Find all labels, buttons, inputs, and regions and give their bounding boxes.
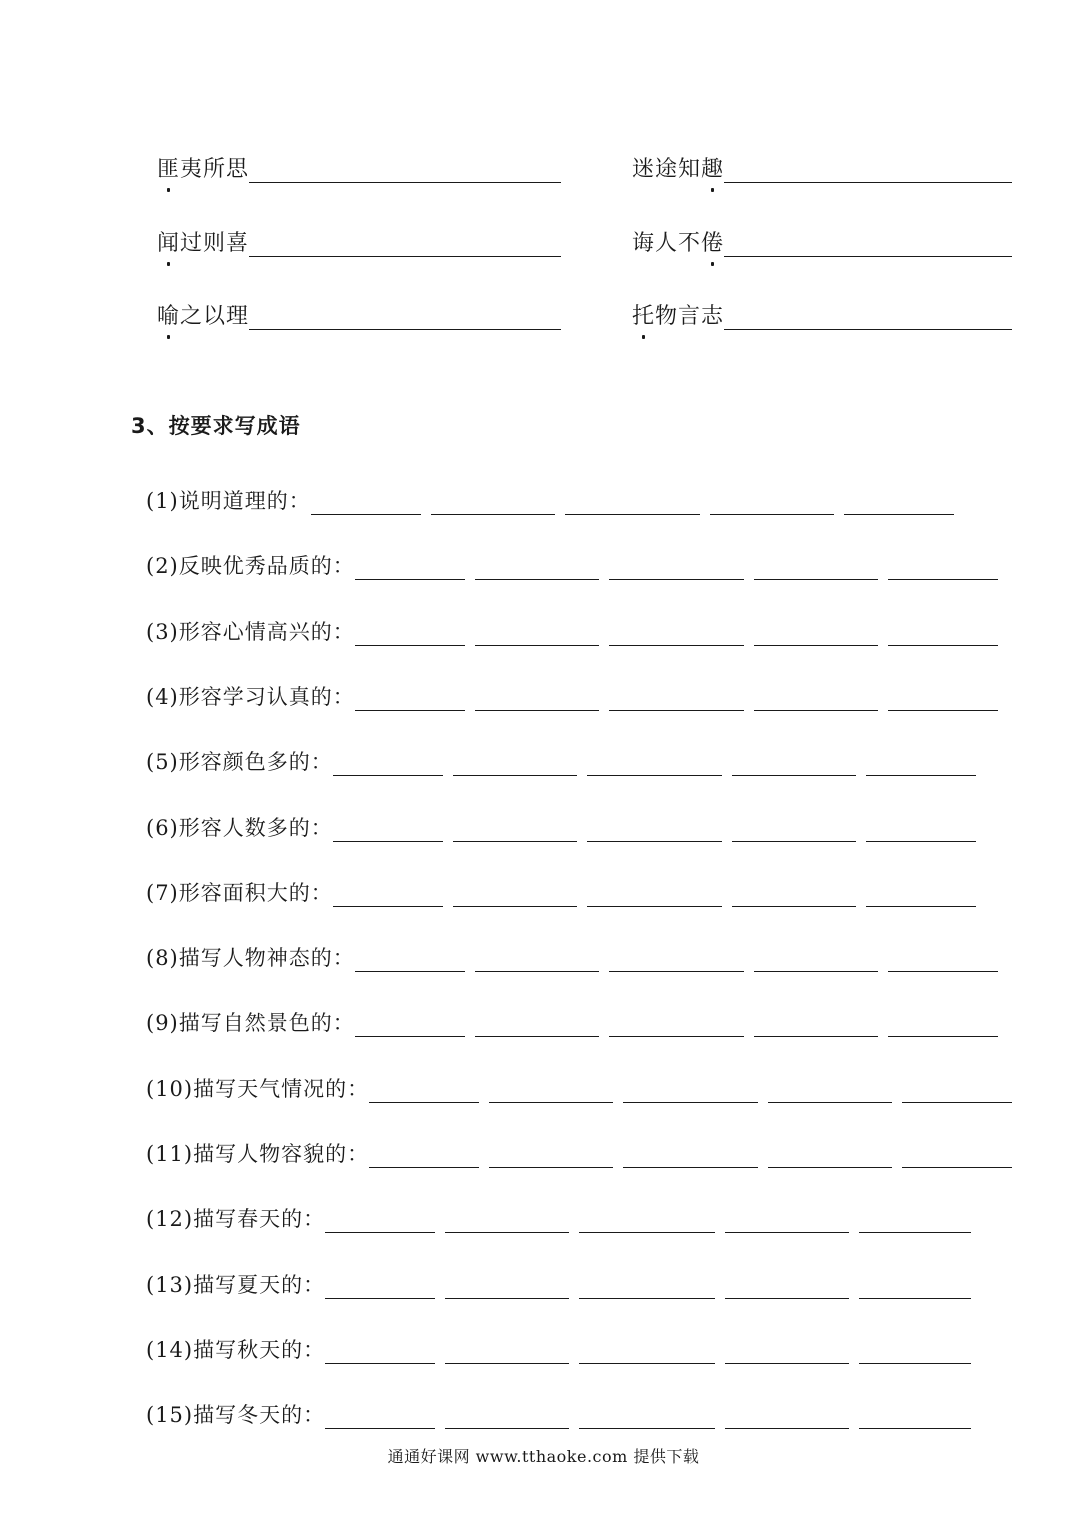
question-row	[146, 1389, 1046, 1429]
answer-blank[interactable]	[724, 238, 1012, 257]
answer-blank[interactable]	[754, 1018, 878, 1037]
answer-blank[interactable]	[902, 1084, 1012, 1103]
idiom-char: 诲	[632, 231, 656, 256]
idiom-char: 过	[180, 231, 204, 256]
emphasis-dot-char: 托	[632, 299, 655, 330]
answer-blanks	[325, 1345, 971, 1364]
answer-blank[interactable]	[725, 1345, 849, 1364]
answer-blank[interactable]	[866, 823, 976, 842]
answer-blank[interactable]	[333, 888, 443, 907]
answer-blank[interactable]	[609, 561, 744, 580]
answer-blank[interactable]	[623, 1084, 758, 1103]
question-row	[146, 1259, 1046, 1299]
answer-blank[interactable]	[475, 953, 599, 972]
section-3-title: 3、按要求写成语	[131, 414, 301, 438]
emphasis-dot-char: 闻	[157, 226, 180, 257]
answer-blank[interactable]	[453, 823, 577, 842]
answer-blank[interactable]	[888, 1018, 998, 1037]
answer-blank[interactable]	[888, 627, 998, 646]
question-label: (11)描写人物容貌的：	[146, 1142, 370, 1166]
idiom-item	[157, 226, 561, 257]
answer-blank[interactable]	[732, 823, 856, 842]
answer-blank[interactable]	[453, 888, 577, 907]
answer-blanks	[333, 823, 976, 842]
answer-blank[interactable]	[866, 757, 976, 776]
idiom-text	[157, 299, 249, 330]
answer-blank[interactable]	[732, 757, 856, 776]
answer-blank[interactable]	[445, 1214, 569, 1233]
idiom-char: 之	[180, 304, 204, 329]
answer-blanks	[325, 1214, 971, 1233]
answer-blank[interactable]	[623, 1149, 758, 1168]
answer-blank[interactable]	[768, 1149, 892, 1168]
idiom-char: 途	[655, 157, 679, 182]
answer-blank[interactable]	[609, 1018, 744, 1037]
question-row	[146, 802, 1046, 842]
answer-blank[interactable]	[754, 953, 878, 972]
answer-blank[interactable]	[609, 692, 744, 711]
answer-blanks	[355, 1018, 998, 1037]
idiom-char: 以	[203, 304, 227, 329]
answer-blank[interactable]	[579, 1214, 715, 1233]
answer-blank[interactable]	[249, 311, 561, 330]
question-label: (1)说明道理的：	[146, 489, 311, 513]
answer-blank[interactable]	[565, 496, 700, 515]
question-label: (3)形容心情高兴的：	[146, 620, 355, 644]
answer-blank[interactable]	[475, 627, 599, 646]
answer-blank[interactable]	[355, 953, 465, 972]
question-row	[146, 1324, 1046, 1364]
answer-blank[interactable]	[445, 1410, 569, 1429]
answer-blank[interactable]	[724, 164, 1012, 183]
answer-blank[interactable]	[844, 496, 954, 515]
question-label: (9)描写自然景色的：	[146, 1011, 355, 1035]
answer-blanks	[325, 1410, 971, 1429]
question-row	[146, 606, 1046, 646]
answer-blank[interactable]	[754, 561, 878, 580]
answer-blank[interactable]	[587, 823, 722, 842]
idiom-row	[0, 299, 1087, 339]
answer-blank[interactable]	[609, 627, 744, 646]
answer-blank[interactable]	[325, 1345, 435, 1364]
idiom-char: 迷	[632, 157, 656, 182]
answer-blanks	[355, 561, 998, 580]
question-label: (10)描写天气情况的：	[146, 1077, 370, 1101]
idiom-char: 所	[203, 157, 227, 182]
answer-blank[interactable]	[369, 1149, 479, 1168]
idiom-char: 人	[655, 231, 679, 256]
answer-blank[interactable]	[725, 1214, 849, 1233]
answer-blank[interactable]	[768, 1084, 892, 1103]
answer-blank[interactable]	[725, 1410, 849, 1429]
idiom-char: 知	[678, 157, 702, 182]
answer-blank[interactable]	[859, 1345, 971, 1364]
answer-blank[interactable]	[754, 627, 878, 646]
emphasis-dot-char: 喻	[157, 299, 180, 330]
answer-blank[interactable]	[333, 757, 443, 776]
idiom-text	[632, 299, 724, 330]
answer-blank[interactable]	[249, 238, 561, 257]
answer-blank[interactable]	[333, 823, 443, 842]
answer-blank[interactable]	[902, 1149, 1012, 1168]
answer-blank[interactable]	[325, 1410, 435, 1429]
idiom-char: 喜	[226, 231, 250, 256]
idiom-row	[0, 226, 1087, 266]
answer-blank[interactable]	[754, 692, 878, 711]
question-label: (15)描写冬天的：	[146, 1403, 326, 1427]
answer-blanks	[369, 1149, 1012, 1168]
question-label: (5)形容颜色多的：	[146, 750, 333, 774]
answer-blank[interactable]	[724, 311, 1012, 330]
question-row	[146, 867, 1046, 907]
idiom-text	[157, 152, 249, 183]
answer-blanks	[311, 496, 954, 515]
idiom-char: 夷	[180, 157, 204, 182]
answer-blank[interactable]	[888, 953, 998, 972]
idiom-char: 志	[701, 304, 725, 329]
answer-blank[interactable]	[888, 692, 998, 711]
answer-blank[interactable]	[475, 561, 599, 580]
answer-blank[interactable]	[325, 1280, 435, 1299]
question-row	[146, 997, 1046, 1037]
question-label: (13)描写夏天的：	[146, 1273, 326, 1297]
answer-blanks	[355, 692, 998, 711]
emphasis-dot-char: 倦	[701, 226, 724, 257]
question-label: (6)形容人数多的：	[146, 816, 333, 840]
question-row	[146, 1063, 1046, 1103]
answer-blank[interactable]	[369, 1084, 479, 1103]
answer-blank[interactable]	[355, 692, 465, 711]
answer-blank[interactable]	[445, 1345, 569, 1364]
answer-blank[interactable]	[355, 561, 465, 580]
answer-blank[interactable]	[579, 1410, 715, 1429]
question-row	[146, 736, 1046, 776]
idiom-item	[157, 299, 561, 330]
answer-blank[interactable]	[579, 1345, 715, 1364]
idiom-char: 则	[203, 231, 227, 256]
answer-blank[interactable]	[579, 1280, 715, 1299]
answer-blank[interactable]	[732, 888, 856, 907]
emphasis-dot-char: 匪	[157, 152, 180, 183]
answer-blank[interactable]	[475, 692, 599, 711]
answer-blank[interactable]	[311, 496, 421, 515]
answer-blank[interactable]	[710, 496, 834, 515]
answer-blanks	[333, 888, 976, 907]
question-label: (14)描写秋天的：	[146, 1338, 326, 1362]
question-row	[146, 1193, 1046, 1233]
answer-blank[interactable]	[431, 496, 555, 515]
answer-blank[interactable]	[355, 627, 465, 646]
answer-blank[interactable]	[249, 164, 561, 183]
answer-blank[interactable]	[489, 1084, 613, 1103]
idiom-item	[632, 226, 1012, 257]
idiom-text	[157, 226, 249, 257]
question-row	[146, 475, 1046, 515]
answer-blank[interactable]	[475, 1018, 599, 1037]
question-label: (7)形容面积大的：	[146, 881, 333, 905]
footer-text: 通通好课网 www.tthaoke.com 提供下载	[387, 1447, 700, 1466]
idiom-char: 思	[226, 157, 250, 182]
answer-blank[interactable]	[725, 1280, 849, 1299]
idiom-item	[157, 152, 561, 183]
idiom-char: 理	[226, 304, 250, 329]
idiom-char: 物	[655, 304, 679, 329]
answer-blanks	[355, 953, 998, 972]
question-label: (12)描写春天的：	[146, 1207, 326, 1231]
answer-blank[interactable]	[888, 561, 998, 580]
question-row	[146, 1128, 1046, 1168]
idiom-char: 言	[678, 304, 702, 329]
idiom-item	[632, 299, 1012, 330]
idiom-text	[632, 152, 724, 183]
idiom-row	[0, 152, 1087, 192]
answer-blank[interactable]	[587, 757, 722, 776]
answer-blank[interactable]	[453, 757, 577, 776]
answer-blank[interactable]	[489, 1149, 613, 1168]
answer-blanks	[333, 757, 976, 776]
answer-blank[interactable]	[859, 1214, 971, 1233]
answer-blank[interactable]	[445, 1280, 569, 1299]
question-row	[146, 932, 1046, 972]
question-row	[146, 671, 1046, 711]
idiom-item	[632, 152, 1012, 183]
question-label: (2)反映优秀品质的：	[146, 554, 355, 578]
answer-blanks	[355, 627, 998, 646]
answer-blank[interactable]	[355, 1018, 465, 1037]
answer-blank[interactable]	[325, 1214, 435, 1233]
answer-blanks	[369, 1084, 1012, 1103]
answer-blank[interactable]	[866, 888, 976, 907]
idiom-text	[632, 226, 724, 257]
question-row	[146, 540, 1046, 580]
answer-blank[interactable]	[609, 953, 744, 972]
answer-blank[interactable]	[859, 1410, 971, 1429]
emphasis-dot-char: 趣	[701, 152, 724, 183]
answer-blanks	[325, 1280, 971, 1299]
answer-blank[interactable]	[859, 1280, 971, 1299]
answer-blank[interactable]	[587, 888, 722, 907]
question-label: (4)形容学习认真的：	[146, 685, 355, 709]
question-label: (8)描写人物神态的：	[146, 946, 355, 970]
idiom-char: 不	[678, 231, 702, 256]
